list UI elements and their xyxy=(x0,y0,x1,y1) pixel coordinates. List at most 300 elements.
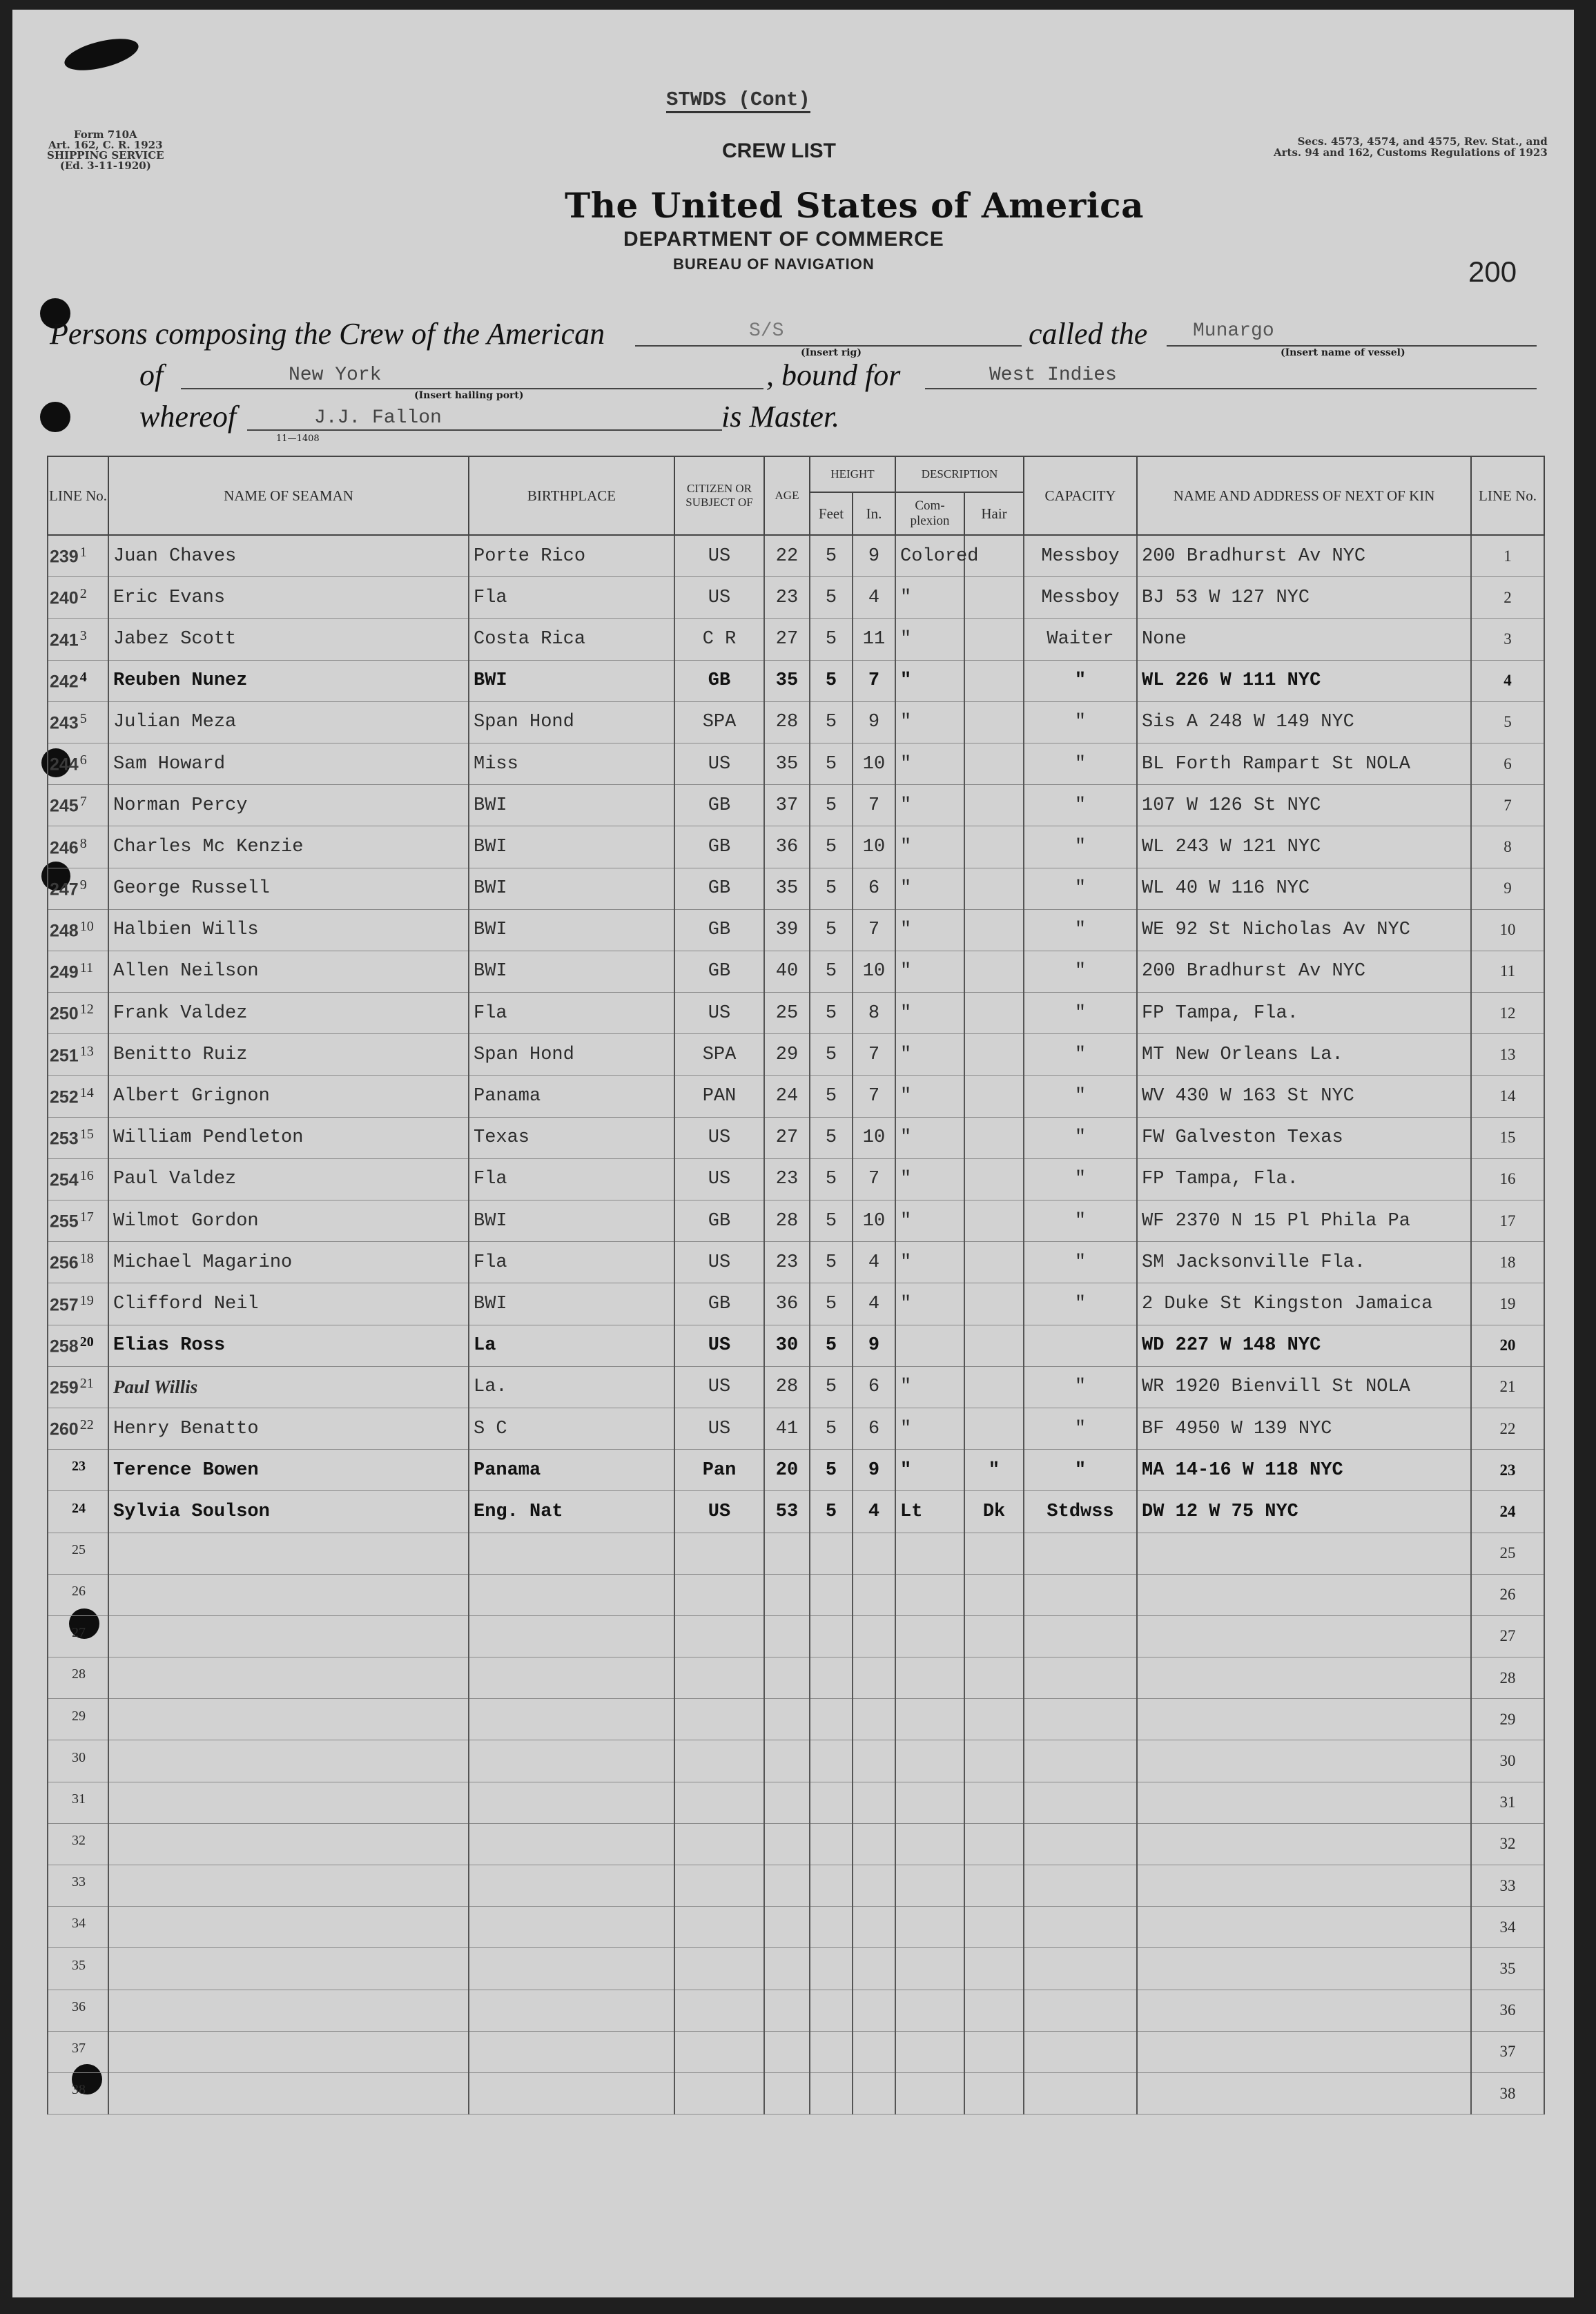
line-no-cell xyxy=(48,1117,108,1158)
complexion-cell: Colored xyxy=(895,535,964,577)
table-row xyxy=(48,785,1544,826)
complexion-cell: " xyxy=(895,743,964,784)
feet-cell xyxy=(810,1533,853,1574)
line-no-right-cell: 7 xyxy=(1471,785,1544,826)
feet-cell: 5 xyxy=(810,701,853,743)
capacity-cell xyxy=(1024,1657,1137,1699)
complexion-cell: " xyxy=(895,868,964,909)
citizen-cell xyxy=(674,1907,764,1948)
hair-cell xyxy=(964,2031,1024,2072)
table-row xyxy=(48,535,1544,577)
birthplace-cell: BWI xyxy=(469,826,674,868)
hair-cell xyxy=(964,577,1024,619)
line-no-cell xyxy=(48,993,108,1034)
next-of-kin-cell: None xyxy=(1137,619,1471,660)
complexion-cell xyxy=(895,1533,964,1574)
serial-number: 257 xyxy=(50,1295,79,1315)
line-no-right-cell: 35 xyxy=(1471,1948,1544,1990)
statute-info-line: Secs. 4573, 4574, and 4575, Rev. Stat., and xyxy=(1297,135,1548,148)
line-no-right-cell: 16 xyxy=(1471,1158,1544,1200)
line-no-cell xyxy=(48,701,108,743)
table-row xyxy=(48,1907,1544,1948)
capacity-cell: " xyxy=(1024,660,1137,701)
serial-number: 242 xyxy=(50,672,79,692)
complexion-cell xyxy=(895,1990,964,2031)
inches-cell xyxy=(853,1657,895,1699)
form-info-line: Form 710A xyxy=(73,128,137,141)
citizen-cell: GB xyxy=(674,951,764,992)
birthplace-cell: S C xyxy=(469,1408,674,1449)
hair-cell xyxy=(964,1325,1024,1366)
hair-cell xyxy=(964,1823,1024,1865)
next-of-kin-cell xyxy=(1137,1740,1471,1782)
seaman-name-cell xyxy=(108,1823,469,1865)
birthplace-cell xyxy=(469,1823,674,1865)
seaman-name-cell: Albert Grignon xyxy=(108,1076,469,1117)
line-no-cell xyxy=(48,1699,108,1740)
next-of-kin-cell: 200 Bradhurst Av NYC xyxy=(1137,951,1471,992)
citizen-cell: US xyxy=(674,993,764,1034)
complexion-cell xyxy=(895,1865,964,1907)
age-cell xyxy=(764,1574,810,1615)
seaman-name-cell: Wilmot Gordon xyxy=(108,1200,469,1242)
header-feet: Feet xyxy=(810,492,853,535)
line-no-cell xyxy=(48,1408,108,1449)
serial-number: 245 xyxy=(50,797,79,817)
feet-cell: 5 xyxy=(810,1491,853,1533)
feet-cell: 5 xyxy=(810,1076,853,1117)
line-number: 37 xyxy=(72,2041,86,2057)
birthplace-cell: Fla xyxy=(469,993,674,1034)
table-row xyxy=(48,909,1544,951)
table-row xyxy=(48,1699,1544,1740)
next-of-kin-cell: DW 12 W 75 NYC xyxy=(1137,1491,1471,1533)
seaman-name-cell: Sam Howard xyxy=(108,743,469,784)
age-cell: 23 xyxy=(764,1158,810,1200)
age-cell xyxy=(764,1948,810,1990)
line-no-right-cell: 11 xyxy=(1471,951,1544,992)
seaman-name-cell xyxy=(108,1615,469,1657)
hair-cell xyxy=(964,1782,1024,1823)
complexion-cell xyxy=(895,1782,964,1823)
line-no-cell xyxy=(48,1034,108,1076)
capacity-cell xyxy=(1024,1740,1137,1782)
citizen-cell: US xyxy=(674,743,764,784)
hair-cell xyxy=(964,1117,1024,1158)
master-underline xyxy=(247,429,722,431)
feet-cell: 5 xyxy=(810,619,853,660)
capacity-cell xyxy=(1024,1615,1137,1657)
line-number: 5 xyxy=(79,711,87,727)
header-complexion: Com-plexion xyxy=(895,492,964,535)
citizen-cell: Pan xyxy=(674,1450,764,1491)
line-no-right-cell: 27 xyxy=(1471,1615,1544,1657)
citizen-cell: US xyxy=(674,1242,764,1283)
capacity-cell xyxy=(1024,2031,1137,2072)
seaman-name-cell: Reuben Nunez xyxy=(108,660,469,701)
birthplace-cell: Fla xyxy=(469,577,674,619)
inches-cell: 4 xyxy=(853,1242,895,1283)
capacity-cell: " xyxy=(1024,1366,1137,1408)
line-no-cell xyxy=(48,1657,108,1699)
complexion-cell: " xyxy=(895,993,964,1034)
birthplace-cell xyxy=(469,1533,674,1574)
inches-cell: 4 xyxy=(853,577,895,619)
inches-cell: 10 xyxy=(853,1200,895,1242)
hair-cell xyxy=(964,1907,1024,1948)
citizen-cell xyxy=(674,1990,764,2031)
serial-number: 258 xyxy=(50,1336,79,1357)
birthplace-cell: Texas xyxy=(469,1117,674,1158)
hair-cell xyxy=(964,1158,1024,1200)
inches-cell xyxy=(853,1615,895,1657)
seaman-name-cell: Halbien Wills xyxy=(108,909,469,951)
line-no-cell xyxy=(48,1948,108,1990)
line-no-right-cell: 12 xyxy=(1471,993,1544,1034)
birthplace-cell: Panama xyxy=(469,1450,674,1491)
table-row xyxy=(48,1615,1544,1657)
hair-cell xyxy=(964,951,1024,992)
citizen-cell: GB xyxy=(674,909,764,951)
citizen-cell: GB xyxy=(674,826,764,868)
complexion-cell: Lt xyxy=(895,1491,964,1533)
seaman-name-cell xyxy=(108,1865,469,1907)
age-cell xyxy=(764,2031,810,2072)
hair-cell xyxy=(964,1865,1024,1907)
line-number: 1 xyxy=(79,545,87,561)
seaman-name-cell xyxy=(108,1574,469,1615)
destination-value: West Indies xyxy=(989,364,1117,386)
capacity-cell: " xyxy=(1024,951,1137,992)
age-cell: 35 xyxy=(764,868,810,909)
capacity-cell: Waiter xyxy=(1024,619,1137,660)
feet-cell: 5 xyxy=(810,1325,853,1366)
form-info xyxy=(47,130,164,171)
citizen-cell xyxy=(674,1865,764,1907)
inches-cell: 7 xyxy=(853,660,895,701)
hair-cell xyxy=(964,1948,1024,1990)
capacity-cell xyxy=(1024,2072,1137,2114)
inches-cell xyxy=(853,1782,895,1823)
complexion-cell: " xyxy=(895,1117,964,1158)
line-no-right-cell: 8 xyxy=(1471,826,1544,868)
line-no-right-cell: 14 xyxy=(1471,1076,1544,1117)
capacity-cell: " xyxy=(1024,993,1137,1034)
table-row xyxy=(48,577,1544,619)
citizen-cell: GB xyxy=(674,785,764,826)
citizen-cell: C R xyxy=(674,619,764,660)
header-height: HEIGHT xyxy=(810,456,895,492)
inches-cell: 6 xyxy=(853,1408,895,1449)
feet-cell xyxy=(810,1615,853,1657)
age-cell: 28 xyxy=(764,1200,810,1242)
seaman-name-cell: Eric Evans xyxy=(108,577,469,619)
capacity-cell: " xyxy=(1024,868,1137,909)
inches-cell: 7 xyxy=(853,785,895,826)
next-of-kin-cell: MT New Orleans La. xyxy=(1137,1034,1471,1076)
complexion-cell: " xyxy=(895,826,964,868)
feet-cell: 5 xyxy=(810,743,853,784)
header-capacity: CAPACITY xyxy=(1024,456,1137,535)
serial-number: 256 xyxy=(50,1254,79,1274)
birthplace-cell xyxy=(469,2031,674,2072)
age-cell xyxy=(764,1782,810,1823)
age-cell: 40 xyxy=(764,951,810,992)
next-of-kin-cell: WE 92 St Nicholas Av NYC xyxy=(1137,909,1471,951)
line-no-cell xyxy=(48,535,108,577)
seaman-name-cell: Paul Valdez xyxy=(108,1158,469,1200)
citizen-cell: GB xyxy=(674,1283,764,1325)
age-cell xyxy=(764,1699,810,1740)
inches-cell: 9 xyxy=(853,1450,895,1491)
line-number: 30 xyxy=(72,1749,86,1765)
of-label: of xyxy=(139,358,164,392)
next-of-kin-cell xyxy=(1137,1615,1471,1657)
birthplace-cell: Span Hond xyxy=(469,1034,674,1076)
next-of-kin-cell: 200 Bradhurst Av NYC xyxy=(1137,535,1471,577)
line-number: 4 xyxy=(79,669,87,685)
seaman-name-cell xyxy=(108,1699,469,1740)
table-row xyxy=(48,1450,1544,1491)
birthplace-cell xyxy=(469,1574,674,1615)
table-row xyxy=(48,993,1544,1034)
hair-cell xyxy=(964,1242,1024,1283)
capacity-cell: " xyxy=(1024,1034,1137,1076)
next-of-kin-cell xyxy=(1137,1574,1471,1615)
inches-cell xyxy=(853,1990,895,2031)
capacity-cell: " xyxy=(1024,826,1137,868)
is-master-label: is Master. xyxy=(721,400,840,434)
form-info-line: Art. 162, C. R. 1923 xyxy=(48,139,163,151)
inches-cell xyxy=(853,1699,895,1740)
birthplace-cell xyxy=(469,1657,674,1699)
vessel-caption: (Insert name of vessel) xyxy=(1281,347,1405,358)
complexion-cell: " xyxy=(895,619,964,660)
line-number: 14 xyxy=(79,1085,94,1100)
serial-number: 251 xyxy=(50,1046,79,1066)
birthplace-cell: BWI xyxy=(469,785,674,826)
birthplace-cell: Porte Rico xyxy=(469,535,674,577)
age-cell xyxy=(764,1740,810,1782)
complexion-cell: " xyxy=(895,1200,964,1242)
line-no-cell xyxy=(48,868,108,909)
feet-cell xyxy=(810,1948,853,1990)
feet-cell: 5 xyxy=(810,909,853,951)
age-cell xyxy=(764,1990,810,2031)
line-number: 22 xyxy=(79,1417,94,1433)
age-cell: 36 xyxy=(764,826,810,868)
feet-cell: 5 xyxy=(810,1200,853,1242)
capacity-cell xyxy=(1024,1823,1137,1865)
complexion-cell xyxy=(895,1823,964,1865)
seaman-name-cell: Jabez Scott xyxy=(108,619,469,660)
citizen-cell: GB xyxy=(674,1200,764,1242)
birthplace-cell xyxy=(469,1990,674,2031)
line-no-cell xyxy=(48,1366,108,1408)
serial-number: 240 xyxy=(50,589,79,609)
citizen-cell: US xyxy=(674,1158,764,1200)
hair-cell xyxy=(964,1200,1024,1242)
line-no-right-cell: 38 xyxy=(1471,2072,1544,2114)
line-number: 2 xyxy=(79,586,87,602)
table-row xyxy=(48,1034,1544,1076)
hair-cell xyxy=(964,701,1024,743)
destination-underline xyxy=(925,388,1537,389)
table-row xyxy=(48,1990,1544,2031)
table-row xyxy=(48,1948,1544,1990)
feet-cell xyxy=(810,2072,853,2114)
table-row xyxy=(48,1325,1544,1366)
age-cell: 27 xyxy=(764,619,810,660)
capacity-cell xyxy=(1024,1990,1137,2031)
capacity-cell: Messboy xyxy=(1024,577,1137,619)
seaman-name-cell: Norman Percy xyxy=(108,785,469,826)
citizen-cell: SPA xyxy=(674,1034,764,1076)
seaman-name-cell: Henry Benatto xyxy=(108,1408,469,1449)
inches-cell: 10 xyxy=(853,951,895,992)
header-name: NAME OF SEAMAN xyxy=(108,456,469,535)
line-number: 17 xyxy=(79,1209,94,1225)
complexion-cell: " xyxy=(895,909,964,951)
capacity-cell: Stdwss xyxy=(1024,1491,1137,1533)
line-number: 27 xyxy=(72,1625,86,1641)
feet-cell xyxy=(810,1823,853,1865)
seaman-name-cell: Charles Mc Kenzie xyxy=(108,826,469,868)
table-row xyxy=(48,868,1544,909)
table-row xyxy=(48,1242,1544,1283)
line-number: 12 xyxy=(79,1002,94,1018)
line-no-cell xyxy=(48,1574,108,1615)
feet-cell: 5 xyxy=(810,1158,853,1200)
seaman-name-cell: Sylvia Soulson xyxy=(108,1491,469,1533)
statute-info xyxy=(1274,137,1548,159)
next-of-kin-cell: SM Jacksonville Fla. xyxy=(1137,1242,1471,1283)
next-of-kin-cell: WL 243 W 121 NYC xyxy=(1137,826,1471,868)
complexion-cell: " xyxy=(895,1076,964,1117)
inches-cell xyxy=(853,2031,895,2072)
capacity-cell: " xyxy=(1024,785,1137,826)
line-no-cell xyxy=(48,1740,108,1782)
line-no-cell xyxy=(48,2031,108,2072)
feet-cell xyxy=(810,1865,853,1907)
hair-cell xyxy=(964,1076,1024,1117)
age-cell: 23 xyxy=(764,577,810,619)
hair-cell xyxy=(964,1657,1024,1699)
seaman-name-cell: Elias Ross xyxy=(108,1325,469,1366)
next-of-kin-cell xyxy=(1137,2031,1471,2072)
serial-number: 260 xyxy=(50,1419,79,1439)
birthplace-cell: BWI xyxy=(469,660,674,701)
citizen-cell xyxy=(674,1615,764,1657)
birthplace-cell xyxy=(469,1948,674,1990)
form-info-line: (Ed. 3-11-1920) xyxy=(59,159,151,172)
inches-cell: 7 xyxy=(853,1034,895,1076)
hair-cell xyxy=(964,1408,1024,1449)
table-row xyxy=(48,1491,1544,1533)
line-no-right-cell: 26 xyxy=(1471,1574,1544,1615)
line-number: 24 xyxy=(72,1500,86,1516)
table-row xyxy=(48,1865,1544,1907)
citizen-cell xyxy=(674,1574,764,1615)
feet-cell: 5 xyxy=(810,826,853,868)
line-no-cell xyxy=(48,1450,108,1491)
line-number: 31 xyxy=(72,1791,86,1807)
line-no-right-cell: 22 xyxy=(1471,1408,1544,1449)
table-row xyxy=(48,1283,1544,1325)
next-of-kin-cell xyxy=(1137,1782,1471,1823)
complexion-cell xyxy=(895,1948,964,1990)
feet-cell xyxy=(810,1699,853,1740)
inches-cell: 7 xyxy=(853,1158,895,1200)
line-no-cell xyxy=(48,1076,108,1117)
birthplace-cell: BWI xyxy=(469,1283,674,1325)
line-no-right-cell: 32 xyxy=(1471,1823,1544,1865)
feet-cell: 5 xyxy=(810,951,853,992)
line-no-right-cell: 34 xyxy=(1471,1907,1544,1948)
complexion-cell xyxy=(895,1907,964,1948)
age-cell: 28 xyxy=(764,1366,810,1408)
capacity-cell xyxy=(1024,1948,1137,1990)
citizen-cell: US xyxy=(674,1117,764,1158)
age-cell xyxy=(764,1823,810,1865)
department-title: DEPARTMENT OF COMMERCE xyxy=(623,228,944,251)
inches-cell: 10 xyxy=(853,1117,895,1158)
next-of-kin-cell: MA 14-16 W 118 NYC xyxy=(1137,1450,1471,1491)
seaman-name-cell: Terence Bowen xyxy=(108,1450,469,1491)
feet-cell: 5 xyxy=(810,868,853,909)
capacity-cell: " xyxy=(1024,743,1137,784)
line-no-right-cell: 25 xyxy=(1471,1533,1544,1574)
seaman-name-cell xyxy=(108,1740,469,1782)
citizen-cell xyxy=(674,2072,764,2114)
inches-cell xyxy=(853,1823,895,1865)
line-no-cell xyxy=(48,1491,108,1533)
birthplace-cell: BWI xyxy=(469,951,674,992)
hair-cell xyxy=(964,1034,1024,1076)
inches-cell xyxy=(853,2072,895,2114)
capacity-cell: " xyxy=(1024,1408,1137,1449)
table-row xyxy=(48,1158,1544,1200)
port-caption: (Insert hailing port) xyxy=(414,390,524,401)
inches-cell xyxy=(853,1948,895,1990)
age-cell: 35 xyxy=(764,660,810,701)
complexion-cell: " xyxy=(895,1408,964,1449)
line-number: 32 xyxy=(72,1833,86,1849)
complexion-cell xyxy=(895,1325,964,1366)
table-row xyxy=(48,1200,1544,1242)
age-cell xyxy=(764,1615,810,1657)
hair-cell xyxy=(964,1990,1024,2031)
master-name: J.J. Fallon xyxy=(314,407,442,429)
whereof-label: whereof xyxy=(139,400,237,434)
inches-cell: 7 xyxy=(853,909,895,951)
line-number: 38 xyxy=(72,2082,86,2098)
next-of-kin-cell: BJ 53 W 127 NYC xyxy=(1137,577,1471,619)
birthplace-cell xyxy=(469,1865,674,1907)
inches-cell xyxy=(853,1533,895,1574)
crew-table-body xyxy=(48,535,1544,2114)
feet-cell: 5 xyxy=(810,1034,853,1076)
birthplace-cell: Eng. Nat xyxy=(469,1491,674,1533)
called-the-label: called the xyxy=(1029,317,1148,351)
age-cell: 28 xyxy=(764,701,810,743)
line-no-right-cell: 4 xyxy=(1471,660,1544,701)
serial-number: 248 xyxy=(50,921,79,941)
line-no-right-cell: 15 xyxy=(1471,1117,1544,1158)
feet-cell xyxy=(810,1740,853,1782)
feet-cell: 5 xyxy=(810,993,853,1034)
line-no-right-cell: 10 xyxy=(1471,909,1544,951)
